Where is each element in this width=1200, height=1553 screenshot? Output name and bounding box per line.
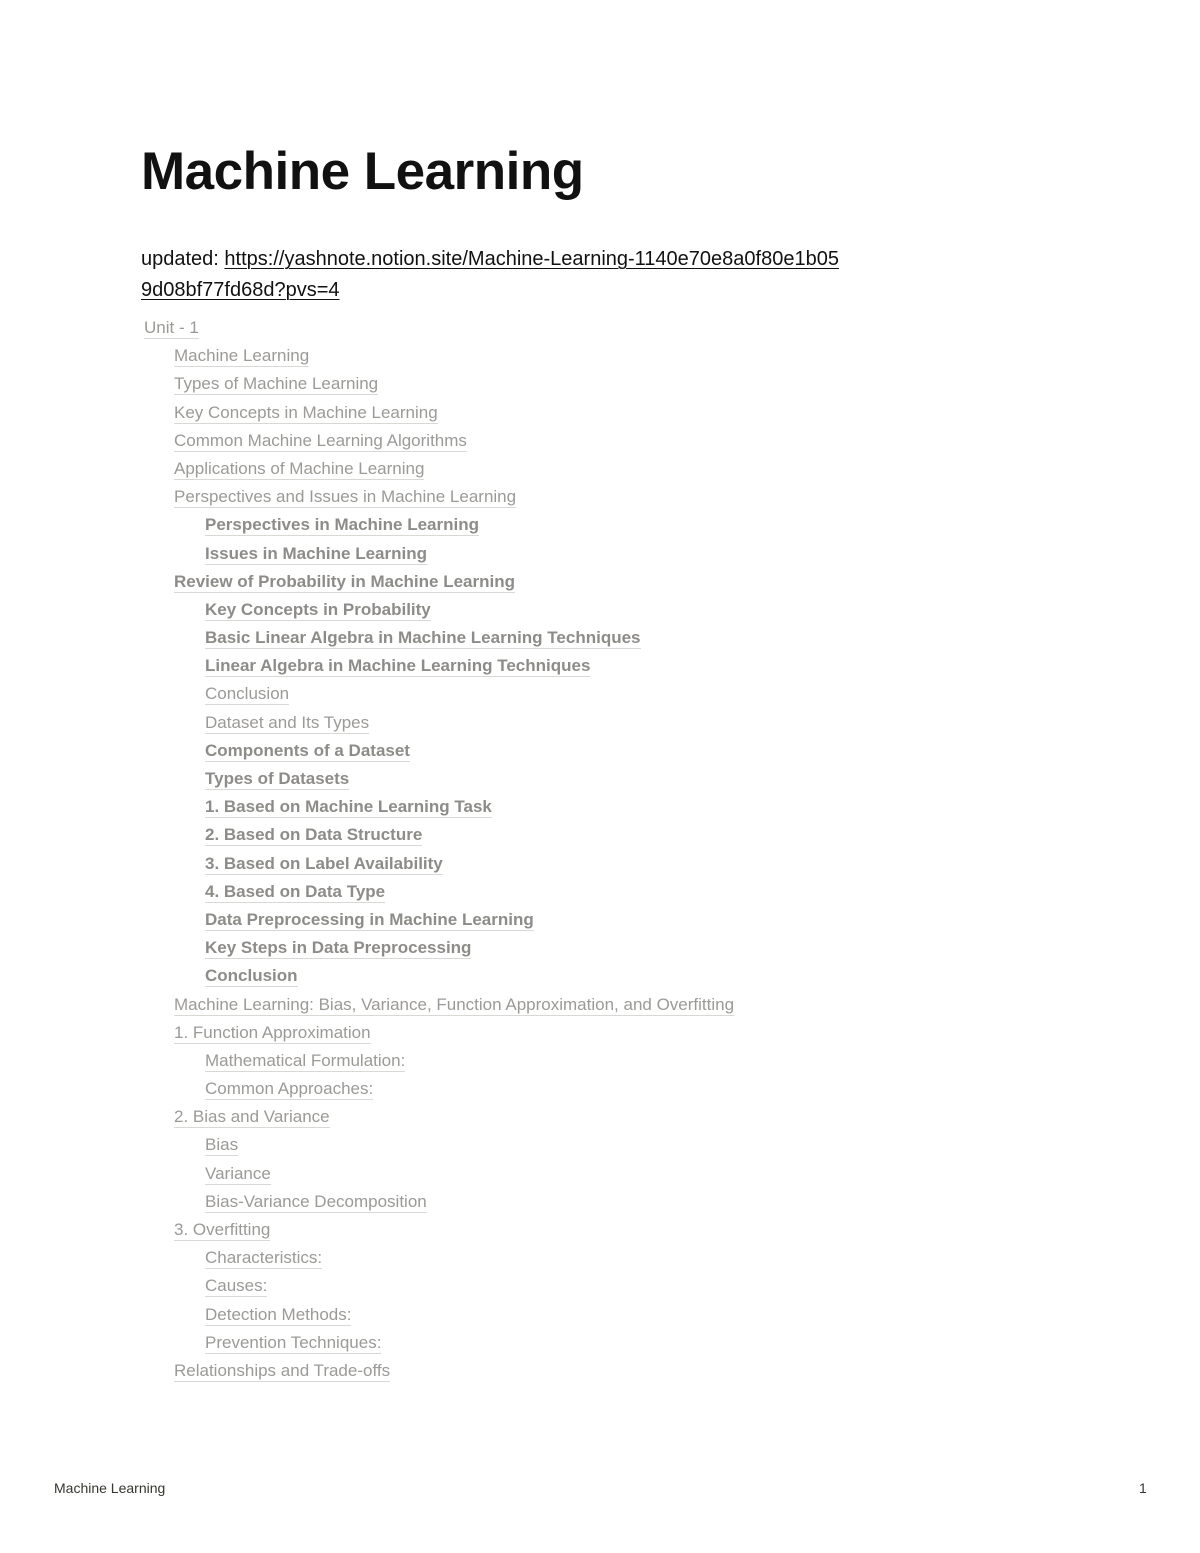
toc-item bbox=[0, 455, 1200, 483]
toc-item bbox=[0, 737, 1200, 765]
toc-item bbox=[0, 1131, 1200, 1159]
page-title: Machine Learning bbox=[141, 142, 584, 201]
toc-item bbox=[0, 1329, 1200, 1357]
toc-item bbox=[0, 1272, 1200, 1300]
toc-item bbox=[0, 765, 1200, 793]
toc-item bbox=[0, 962, 1200, 990]
toc-link[interactable]: Data Preprocessing in Machine Learning bbox=[205, 909, 534, 929]
toc-link[interactable]: 3. Based on Label Availability bbox=[205, 853, 443, 873]
toc-item bbox=[0, 511, 1200, 539]
toc-link[interactable]: Issues in Machine Learning bbox=[205, 543, 428, 563]
toc-link[interactable]: Variance bbox=[205, 1163, 271, 1183]
toc-link[interactable]: Conclusion bbox=[205, 966, 298, 986]
toc-link[interactable]: 1. Function Approximation bbox=[174, 1022, 371, 1042]
toc-item bbox=[0, 1357, 1200, 1385]
toc-item bbox=[0, 652, 1200, 680]
toc-item bbox=[0, 342, 1200, 370]
toc-link[interactable]: Common Approaches: bbox=[205, 1079, 374, 1099]
toc-link[interactable]: Conclusion bbox=[205, 684, 290, 704]
toc-item bbox=[0, 1216, 1200, 1244]
toc-item bbox=[0, 1103, 1200, 1131]
toc-item bbox=[0, 1019, 1200, 1047]
toc-item bbox=[0, 1244, 1200, 1272]
toc-link[interactable]: Key Concepts in Machine Learning bbox=[174, 402, 438, 422]
toc-item bbox=[0, 399, 1200, 427]
toc-item bbox=[0, 906, 1200, 934]
toc-link[interactable]: Linear Algebra in Machine Learning Techniques bbox=[205, 656, 591, 676]
toc-link[interactable]: Perspectives and Issues in Machine Learning bbox=[174, 487, 517, 507]
toc-link[interactable]: Mathematical Formulation: bbox=[205, 1050, 406, 1070]
toc-link[interactable]: Characteristics: bbox=[205, 1248, 323, 1268]
updated-line bbox=[141, 244, 841, 306]
toc-item bbox=[0, 821, 1200, 849]
toc-link[interactable]: Applications of Machine Learning bbox=[174, 458, 425, 478]
toc-link[interactable]: Basic Linear Algebra in Machine Learning Techniques bbox=[205, 628, 641, 648]
toc-link[interactable]: Dataset and Its Types bbox=[205, 712, 370, 732]
toc-link[interactable]: 2. Bias and Variance bbox=[174, 1107, 330, 1127]
toc-item bbox=[0, 991, 1200, 1019]
updated-label: updated: bbox=[141, 248, 219, 270]
toc-item bbox=[0, 680, 1200, 708]
toc-link[interactable]: Review of Probability in Machine Learning bbox=[174, 571, 516, 591]
toc-link[interactable]: 4. Based on Data Type bbox=[205, 881, 386, 901]
toc-link[interactable]: Key Steps in Data Preprocessing bbox=[205, 938, 472, 958]
toc-link[interactable]: Types of Machine Learning bbox=[174, 374, 379, 394]
toc-item bbox=[0, 483, 1200, 511]
toc-link[interactable]: Key Concepts in Probability bbox=[205, 599, 431, 619]
toc-link[interactable]: Types of Datasets bbox=[205, 769, 350, 788]
toc-link[interactable]: Bias-Variance Decomposition bbox=[205, 1191, 427, 1211]
toc-item bbox=[0, 878, 1200, 906]
toc-link[interactable]: Prevention Techniques: bbox=[205, 1332, 382, 1352]
toc-link[interactable]: Relationships and Trade-offs bbox=[174, 1360, 391, 1380]
toc-item bbox=[0, 540, 1200, 568]
toc-item bbox=[0, 1160, 1200, 1188]
toc-item bbox=[0, 1075, 1200, 1103]
updated-link[interactable]: https://yashnote.notion.site/Machine-Learning-1140e70e8a0f80e1b059d08bf77fd68d?pvs=4 bbox=[141, 248, 839, 301]
toc-link[interactable]: Unit - 1 bbox=[144, 318, 199, 337]
toc-item bbox=[0, 624, 1200, 652]
toc-link[interactable]: Causes: bbox=[205, 1276, 268, 1296]
toc-link[interactable]: 2. Based on Data Structure bbox=[205, 825, 423, 845]
toc-link[interactable]: Perspectives in Machine Learning bbox=[205, 515, 479, 535]
footer-title: Machine Learning bbox=[54, 1480, 166, 1496]
page-number: 1 bbox=[1139, 1480, 1147, 1496]
toc-item bbox=[0, 934, 1200, 962]
toc-item bbox=[0, 1047, 1200, 1075]
toc-link[interactable]: 3. Overfitting bbox=[174, 1220, 271, 1239]
toc-item bbox=[0, 850, 1200, 878]
toc-item bbox=[0, 1188, 1200, 1216]
toc-item bbox=[0, 427, 1200, 455]
toc-link[interactable]: 1. Based on Machine Learning Task bbox=[205, 797, 492, 817]
toc-item bbox=[0, 1301, 1200, 1329]
toc-link[interactable]: Common Machine Learning Algorithms bbox=[174, 430, 467, 450]
toc-link[interactable]: Machine Learning: Bias, Variance, Function Approximation, and Overfitting bbox=[174, 994, 735, 1014]
toc-item bbox=[0, 314, 1200, 342]
table-of-contents bbox=[0, 314, 1200, 1385]
toc-link[interactable]: Components of a Dataset bbox=[205, 740, 410, 760]
toc-item bbox=[0, 568, 1200, 596]
toc-link[interactable]: Machine Learning bbox=[174, 346, 310, 366]
toc-item bbox=[0, 370, 1200, 398]
toc-link[interactable]: Bias bbox=[205, 1135, 239, 1155]
toc-link[interactable]: Detection Methods: bbox=[205, 1304, 352, 1324]
toc-item bbox=[0, 709, 1200, 737]
toc-item bbox=[0, 793, 1200, 821]
toc-item bbox=[0, 596, 1200, 624]
